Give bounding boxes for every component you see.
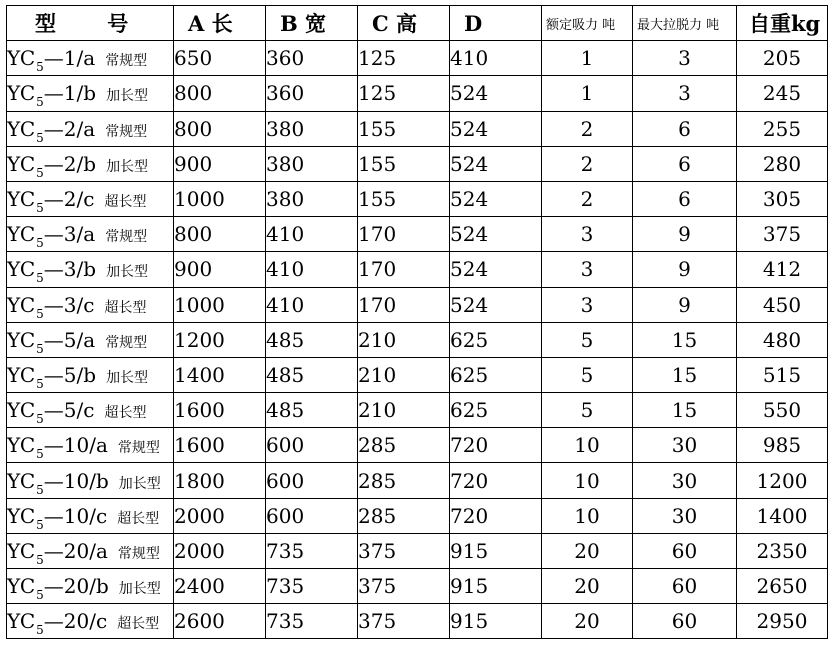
table-row: [7, 217, 828, 252]
table-body: [7, 41, 828, 639]
model-code: —3/c: [43, 292, 95, 317]
d-cell: 524: [450, 217, 542, 252]
max-pull-cell: 9: [633, 252, 737, 287]
model-prefix: YC: [7, 362, 36, 387]
length-a-cell: 1600: [174, 393, 266, 428]
length-a-cell: 2600: [174, 604, 266, 639]
model-subscript: 5: [36, 447, 44, 462]
max-pull-cell: 15: [633, 357, 737, 392]
height-c-cell: 375: [358, 533, 450, 568]
table-row: [7, 604, 828, 639]
model-cell: [7, 569, 174, 604]
max-pull-cell: 6: [633, 181, 737, 216]
width-b-cell: 600: [266, 428, 358, 463]
model-variant: 加长型: [118, 581, 161, 598]
height-c-cell: 375: [358, 569, 450, 604]
model-cell: [7, 393, 174, 428]
height-c-cell: 285: [358, 498, 450, 533]
table-row: [7, 357, 828, 392]
model-subscript: 5: [36, 552, 44, 567]
max-pull-cell: 60: [633, 569, 737, 604]
max-pull-cell: 60: [633, 604, 737, 639]
model-subscript: 5: [36, 341, 44, 356]
length-a-cell: 800: [174, 76, 266, 111]
rated-suction-cell: 20: [542, 533, 633, 568]
height-c-cell: 155: [358, 181, 450, 216]
max-pull-cell: 9: [633, 217, 737, 252]
d-cell: 524: [450, 111, 542, 146]
height-c-cell: 170: [358, 252, 450, 287]
rated-suction-cell: 1: [542, 76, 633, 111]
model-prefix: YC: [7, 538, 36, 563]
rated-suction-cell: 2: [542, 146, 633, 181]
model-cell: [7, 428, 174, 463]
model-prefix: YC: [7, 609, 36, 634]
model-prefix: YC: [7, 292, 36, 317]
model-variant: 常规型: [105, 53, 148, 70]
d-cell: 915: [450, 569, 542, 604]
model-prefix: YC: [7, 327, 36, 352]
d-cell: 625: [450, 393, 542, 428]
model-prefix: YC: [7, 574, 36, 599]
rated-suction-cell: 10: [542, 498, 633, 533]
model-prefix: YC: [7, 433, 36, 458]
weight-cell: 412: [737, 252, 828, 287]
width-b-cell: 485: [266, 357, 358, 392]
model-code: —2/c: [43, 187, 95, 212]
d-cell: 524: [450, 76, 542, 111]
length-a-cell: 900: [174, 252, 266, 287]
model-prefix: YC: [7, 503, 36, 528]
header-height-c: C 高: [358, 6, 450, 41]
height-c-cell: 285: [358, 463, 450, 498]
rated-suction-cell: 3: [542, 252, 633, 287]
model-prefix: YC: [7, 151, 36, 176]
width-b-cell: 380: [266, 111, 358, 146]
model-subscript: 5: [36, 588, 44, 603]
rated-suction-cell: 3: [542, 217, 633, 252]
model-variant: 常规型: [117, 545, 160, 562]
model-code: —3/a: [43, 222, 96, 247]
model-cell: [7, 463, 174, 498]
model-cell: [7, 498, 174, 533]
d-cell: 524: [450, 252, 542, 287]
max-pull-cell: 15: [633, 322, 737, 357]
max-pull-cell: 60: [633, 533, 737, 568]
width-b-cell: 485: [266, 322, 358, 357]
model-subscript: 5: [36, 623, 44, 638]
length-a-cell: 2000: [174, 498, 266, 533]
length-a-cell: 2400: [174, 569, 266, 604]
model-cell: [7, 111, 174, 146]
width-b-cell: 410: [266, 252, 358, 287]
model-subscript: 5: [36, 271, 44, 286]
width-b-cell: 360: [266, 41, 358, 76]
rated-suction-cell: 5: [542, 322, 633, 357]
length-a-cell: 1400: [174, 357, 266, 392]
rated-suction-cell: 3: [542, 287, 633, 322]
height-c-cell: 170: [358, 287, 450, 322]
weight-cell: 450: [737, 287, 828, 322]
table-row: [7, 41, 828, 76]
max-pull-cell: 30: [633, 498, 737, 533]
model-cell: [7, 287, 174, 322]
table-row: [7, 76, 828, 111]
weight-cell: 985: [737, 428, 828, 463]
model-variant: 超长型: [104, 405, 147, 422]
model-code: —5/a: [43, 327, 96, 352]
height-c-cell: 125: [358, 41, 450, 76]
width-b-cell: 380: [266, 146, 358, 181]
model-code: —10/a: [43, 433, 108, 458]
d-cell: 524: [450, 181, 542, 216]
model-prefix: YC: [7, 257, 36, 282]
height-c-cell: 285: [358, 428, 450, 463]
width-b-cell: 735: [266, 569, 358, 604]
table-row: [7, 252, 828, 287]
length-a-cell: 1200: [174, 322, 266, 357]
model-code: —1/b: [43, 81, 97, 106]
table-row: [7, 322, 828, 357]
header-d: D: [450, 6, 542, 41]
length-a-cell: 1000: [174, 287, 266, 322]
rated-suction-cell: 20: [542, 604, 633, 639]
max-pull-cell: 15: [633, 393, 737, 428]
height-c-cell: 155: [358, 111, 450, 146]
model-subscript: 5: [36, 60, 44, 75]
model-code: —20/b: [43, 574, 109, 599]
length-a-cell: 800: [174, 217, 266, 252]
width-b-cell: 410: [266, 217, 358, 252]
model-cell: [7, 181, 174, 216]
height-c-cell: 170: [358, 217, 450, 252]
table-row: [7, 287, 828, 322]
header-row: [7, 6, 828, 41]
weight-cell: 2650: [737, 569, 828, 604]
d-cell: 625: [450, 322, 542, 357]
model-cell: [7, 252, 174, 287]
d-cell: 524: [450, 287, 542, 322]
weight-cell: 515: [737, 357, 828, 392]
model-variant: 常规型: [105, 123, 148, 140]
length-a-cell: 800: [174, 111, 266, 146]
model-prefix: YC: [7, 81, 36, 106]
model-subscript: 5: [36, 306, 44, 321]
d-cell: 625: [450, 357, 542, 392]
d-cell: 915: [450, 604, 542, 639]
table-row: [7, 498, 828, 533]
model-variant: 常规型: [105, 334, 148, 351]
header-model: 型 号: [7, 6, 174, 41]
model-cell: [7, 533, 174, 568]
rated-suction-cell: 10: [542, 463, 633, 498]
model-code: —10/c: [43, 503, 108, 528]
rated-suction-cell: 2: [542, 111, 633, 146]
weight-cell: 2350: [737, 533, 828, 568]
header-max-pull: 最大拉脱力 吨: [633, 6, 737, 41]
model-cell: [7, 604, 174, 639]
d-cell: 720: [450, 498, 542, 533]
model-prefix: YC: [7, 46, 36, 71]
rated-suction-cell: 2: [542, 181, 633, 216]
table-row: [7, 111, 828, 146]
model-cell: [7, 217, 174, 252]
weight-cell: 245: [737, 76, 828, 111]
model-subscript: 5: [36, 130, 44, 145]
model-cell: [7, 76, 174, 111]
model-subscript: 5: [36, 376, 44, 391]
table-row: [7, 569, 828, 604]
model-prefix: YC: [7, 187, 36, 212]
model-code: —10/b: [43, 468, 109, 493]
length-a-cell: 2000: [174, 533, 266, 568]
model-cell: [7, 41, 174, 76]
table-row: [7, 533, 828, 568]
model-variant: 常规型: [117, 440, 160, 457]
model-code: —3/b: [43, 257, 97, 282]
header-weight: 自重kg: [737, 6, 828, 41]
model-variant: 加长型: [118, 475, 161, 492]
max-pull-cell: 9: [633, 287, 737, 322]
width-b-cell: 410: [266, 287, 358, 322]
model-variant: 加长型: [106, 88, 149, 105]
d-cell: 720: [450, 428, 542, 463]
model-prefix: YC: [7, 468, 36, 493]
rated-suction-cell: 5: [542, 393, 633, 428]
length-a-cell: 650: [174, 41, 266, 76]
weight-cell: 305: [737, 181, 828, 216]
model-prefix: YC: [7, 398, 36, 423]
model-variant: 常规型: [105, 229, 148, 246]
max-pull-cell: 30: [633, 463, 737, 498]
model-variant: 超长型: [117, 616, 160, 633]
width-b-cell: 485: [266, 393, 358, 428]
length-a-cell: 1600: [174, 428, 266, 463]
length-a-cell: 1000: [174, 181, 266, 216]
height-c-cell: 210: [358, 322, 450, 357]
width-b-cell: 600: [266, 498, 358, 533]
header-length-a: A 长: [174, 6, 266, 41]
model-subscript: 5: [36, 95, 44, 110]
table-row: [7, 181, 828, 216]
d-cell: 720: [450, 463, 542, 498]
height-c-cell: 125: [358, 76, 450, 111]
weight-cell: 375: [737, 217, 828, 252]
model-variant: 超长型: [104, 194, 147, 211]
spec-table: [6, 5, 828, 639]
weight-cell: 2950: [737, 604, 828, 639]
width-b-cell: 735: [266, 533, 358, 568]
rated-suction-cell: 10: [542, 428, 633, 463]
model-code: —20/c: [43, 609, 108, 634]
model-code: —20/a: [43, 538, 108, 563]
height-c-cell: 210: [358, 357, 450, 392]
weight-cell: 1200: [737, 463, 828, 498]
model-code: —1/a: [43, 46, 96, 71]
model-variant: 加长型: [106, 264, 149, 281]
rated-suction-cell: 1: [542, 41, 633, 76]
model-variant: 加长型: [106, 158, 149, 175]
max-pull-cell: 30: [633, 428, 737, 463]
width-b-cell: 380: [266, 181, 358, 216]
rated-suction-cell: 20: [542, 569, 633, 604]
table-row: [7, 463, 828, 498]
header-width-b: B 宽: [266, 6, 358, 41]
weight-cell: 1400: [737, 498, 828, 533]
table-row: [7, 393, 828, 428]
width-b-cell: 600: [266, 463, 358, 498]
model-prefix: YC: [7, 222, 36, 247]
max-pull-cell: 3: [633, 76, 737, 111]
model-subscript: 5: [36, 165, 44, 180]
weight-cell: 255: [737, 111, 828, 146]
header-rated-suction: 额定吸力 吨: [542, 6, 633, 41]
width-b-cell: 735: [266, 604, 358, 639]
weight-cell: 205: [737, 41, 828, 76]
model-subscript: 5: [36, 236, 44, 251]
model-cell: [7, 146, 174, 181]
d-cell: 524: [450, 146, 542, 181]
max-pull-cell: 3: [633, 41, 737, 76]
height-c-cell: 155: [358, 146, 450, 181]
weight-cell: 280: [737, 146, 828, 181]
model-subscript: 5: [36, 412, 44, 427]
model-cell: [7, 322, 174, 357]
model-code: —5/c: [43, 398, 95, 423]
model-variant: 超长型: [117, 510, 160, 527]
d-cell: 915: [450, 533, 542, 568]
rated-suction-cell: 5: [542, 357, 633, 392]
model-variant: 超长型: [104, 299, 147, 316]
length-a-cell: 900: [174, 146, 266, 181]
table-row: [7, 428, 828, 463]
weight-cell: 550: [737, 393, 828, 428]
model-subscript: 5: [36, 517, 44, 532]
model-subscript: 5: [36, 201, 44, 216]
length-a-cell: 1800: [174, 463, 266, 498]
model-code: —5/b: [43, 362, 97, 387]
model-code: —2/b: [43, 151, 97, 176]
max-pull-cell: 6: [633, 146, 737, 181]
weight-cell: 480: [737, 322, 828, 357]
model-prefix: YC: [7, 116, 36, 141]
model-cell: [7, 357, 174, 392]
model-code: —2/a: [43, 116, 96, 141]
table-row: [7, 146, 828, 181]
height-c-cell: 210: [358, 393, 450, 428]
model-subscript: 5: [36, 482, 44, 497]
model-variant: 加长型: [106, 369, 149, 386]
max-pull-cell: 6: [633, 111, 737, 146]
width-b-cell: 360: [266, 76, 358, 111]
height-c-cell: 375: [358, 604, 450, 639]
d-cell: 410: [450, 41, 542, 76]
